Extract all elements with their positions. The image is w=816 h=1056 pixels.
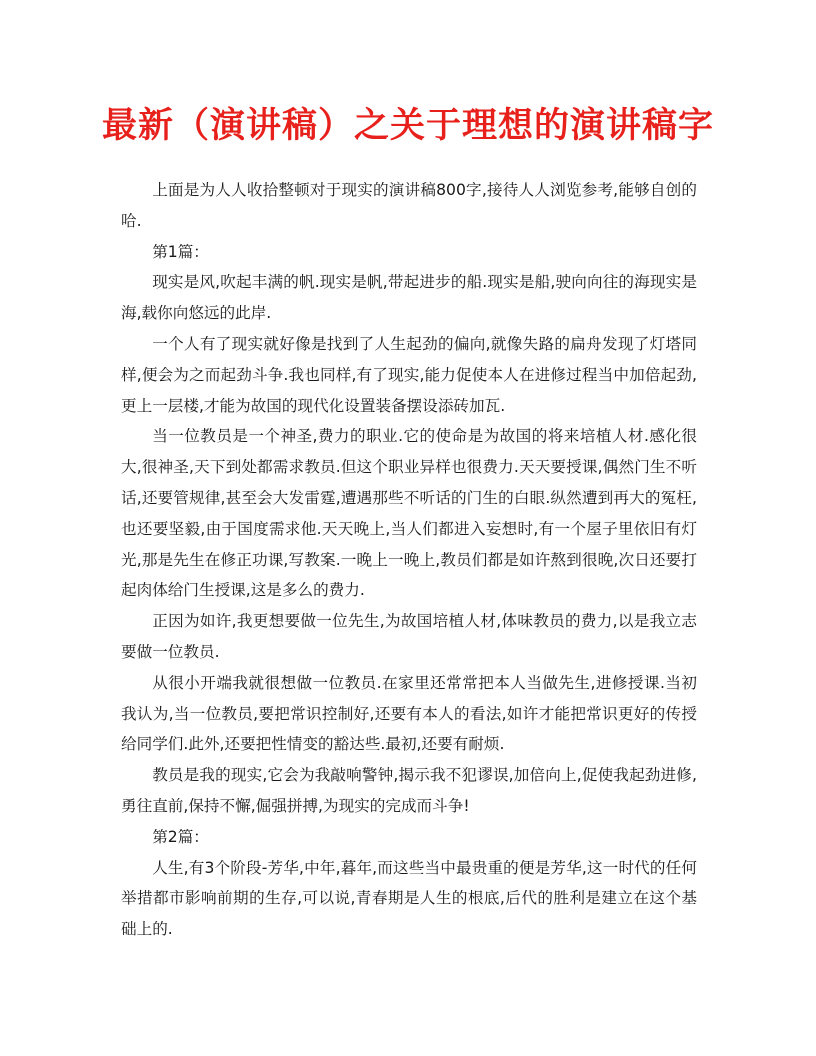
section-heading-1: 第1篇： <box>152 242 209 261</box>
section-heading-2: 第2篇： <box>152 827 209 846</box>
intro-paragraph: 上面是为人人收拾整顿对于现实的演讲稿800字,接待人人浏览参考,能够自创的哈. <box>121 181 697 230</box>
body-paragraph: 人生,有3个阶段-芳华,中年,暮年,而这些当中最贵重的便是芳华,这一时代的任何举措都市影响前期的生存,可以说,青春期是人生的根底,后代的胜利是建立在这个基础上的. <box>121 858 697 939</box>
body-paragraph: 一个人有了现实就好像是找到了人生起劲的偏向,就像失路的扁舟发现了灯塔同样,便会为之而起劲斗争.我也同样,有了现实,能力促使本人在进修过程当中加倍起劲,更上一层楼,才能为故国的现代化设置装备摆设添砖加瓦. <box>121 334 697 415</box>
body-paragraph: 教员是我的现实,它会为我敲响警钟,揭示我不犯谬误,加倍向上,促使我起劲进修,勇往直前,保持不懈,倔强拼搏,为现实的完成而斗争! <box>121 766 697 815</box>
body-paragraph: 当一位教员是一个神圣,费力的职业.它的使命是为故国的将来培植人材.感化很大,很神圣,天下到处都需求教员.但这个职业异样也很费力.天天要授课,偶然门生不听话,还要管规律,甚至会大发雷霆,遭遇那些不听话的门生的白眼.纵然遭到再大的冤枉,也还要坚毅,由于国度需求他.天天晚上,当人们都进入妄想时,有一个屋子里依旧有灯光,那是先生在修正功课,写教案.一晚上一晚上,教员们都是如许熬到很晚,次日还要打起肉体给门生授课,这是多么的费力. <box>121 427 697 600</box>
body-paragraph: 从很小开端我就很想做一位教员.在家里还常常把本人当做先生,进修授课.当初我认为,当一位教员,要把常识控制好,还要有本人的看法,如许才能把常识更好的传授给同学们.此外,还要把性情变的豁达些.最初,还要有耐烦. <box>121 673 697 754</box>
document-title: 最新（演讲稿）之关于理想的演讲稿字 <box>101 105 714 146</box>
body-paragraph: 现实是风,吹起丰满的帆.现实是帆,带起进步的船.现实是船,驶向向往的海现实是海,载你向悠远的此岸. <box>121 273 697 323</box>
body-paragraph: 正因为如许,我更想要做一位先生,为故国培植人材,体味教员的费力,以是我立志要做一位教员. <box>121 612 697 661</box>
document-body <box>121 175 697 945</box>
